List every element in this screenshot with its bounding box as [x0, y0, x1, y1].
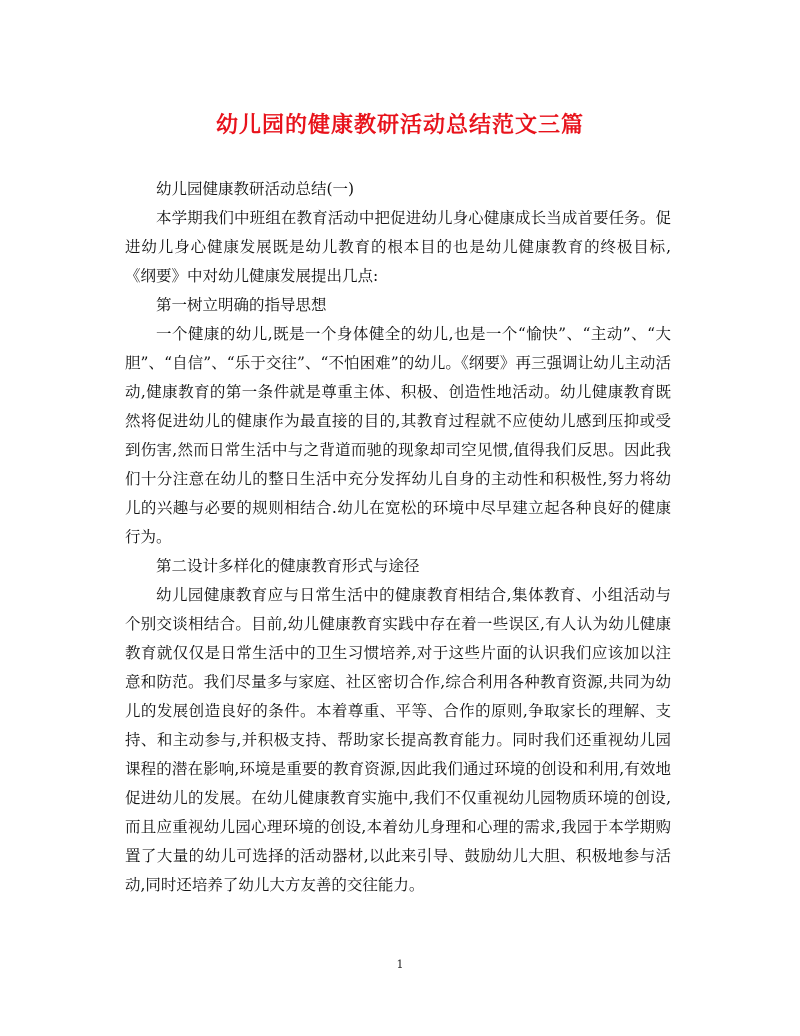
- section-heading: 第一树立明确的指导思想: [156, 296, 327, 314]
- page-number: 1: [396, 958, 404, 971]
- paragraph: 幼儿园健康教育应与日常生活中的健康教育相结合,集体教育、小组活动与个别交谈相结合。目前,幼儿健康教育实践中存在着一些误区,有人认为幼儿健康教育就仅仅是日常生活中的卫生习惯培养,对于这些片面的认识我们应该加以注意和防范。我们尽量多与家庭、社区密切合作,综合利用各种教育资源,共同为幼儿的发展创造良好的条件。本着尊重、平等、合作的原则,争取家长的理解、支持、和主动参与,并积极支持、帮助家长提高教育能力。同时我们还重视幼儿园课程的潜在影响,环境是重要的教育资源,因此我们通过环境的创设和利用,有效地促进幼儿的发展。在幼儿健康教育实施中,我们不仅重视幼儿园物质环境的创设,而且应重视幼儿园心理环境的创设,本着幼儿身理和心理的需求,我园于本学期购置了大量的幼儿可选择的活动器材,以此来引导、鼓励幼儿大胆、积极地参与活动,同时还培养了幼儿大方友善的交往能力。: [125, 586, 671, 894]
- document-title: 幼儿园的健康教研活动总结范文三篇: [215, 112, 584, 138]
- document-body: [125, 175, 671, 900]
- paragraph: 一个健康的幼儿,既是一个身体健全的幼儿,也是一个“愉快”、“主动”、“大胆”、“自信”、“乐于交往”、“不怕困难”的幼儿。《纲要》再三强调让幼儿主动活动,健康教育的第一条件就是尊重主体、积极、创造性地活动。幼儿健康教育既然将促进幼儿的健康作为最直接的目的,其教育过程就不应使幼儿感到压抑或受到伤害,然而日常生活中与之背道而驰的现象却司空见惯,值得我们反思。因此我们十分注意在幼儿的整日生活中充分发挥幼儿自身的主动性和积极性,努力将幼儿的兴趣与必要的规则相结合.幼儿在宽松的环境中尽早建立起各种良好的健康行为。: [125, 325, 671, 546]
- paragraph: 本学期我们中班组在教育活动中把促进幼儿身心健康成长当成首要任务。促进幼儿身心健康发展既是幼儿教育的根本目的也是幼儿健康教育的终极目标,《纲要》中对幼儿健康发展提出几点:: [125, 209, 671, 285]
- section-heading: 第二设计多样化的健康教育形式与途径: [156, 557, 420, 575]
- section-heading: 幼儿园健康教研活动总结(一): [156, 180, 355, 198]
